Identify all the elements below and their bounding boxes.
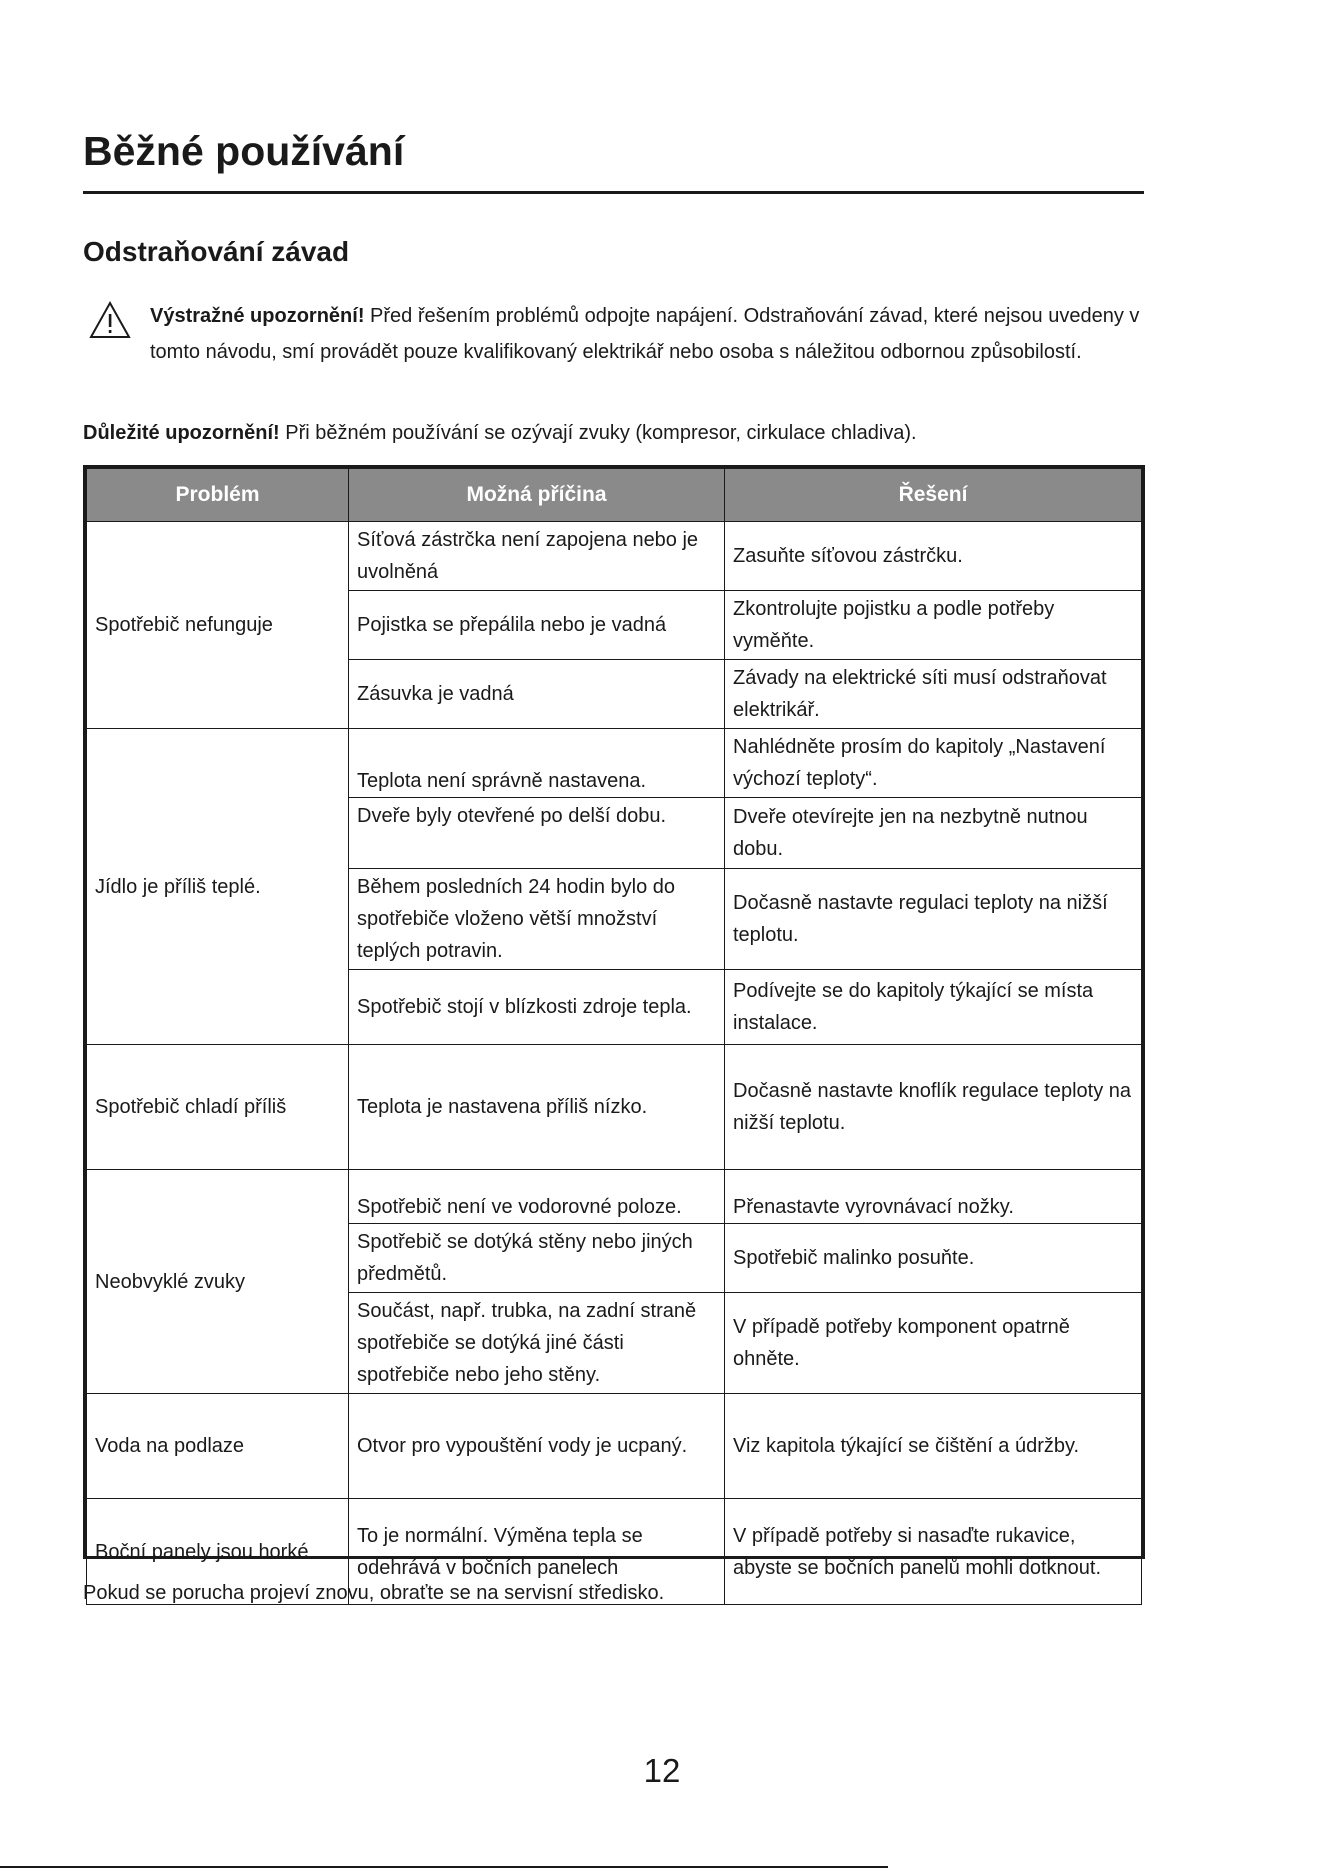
cause-cell: Součást, např. trubka, na zadní straně spotřebiče se dotýká jiné části spotřebiče nebo jeho stěny. [349,1293,725,1394]
solution-cell: Závady na elektrické síti musí odstraňovat elektrikář. [725,660,1142,729]
title-divider [83,191,1144,194]
important-text: Při běžném používání se ozývají zvuky (kompresor, cirkulace chladiva). [279,422,917,444]
solution-cell: Nahlédněte prosím do kapitoly „Nastavení výchozí teploty“. [725,729,1142,798]
cause-cell: Pojistka se přepálila nebo je vadná [349,591,725,660]
warning-text: Před řešením problémů odpojte napájení. Odstraňování závad, které nejsou uvedeny v tomto návodu, smí provádět pouze kvalifikovaný elektrikář nebo osoba s náležitou odbornou způsobilostí. [150,305,1140,363]
table-row [87,1394,1142,1499]
problem-cell: Jídlo je příliš teplé. [87,729,349,1045]
table-row [87,1170,1142,1224]
solution-cell: Spotřebič malinko posuňte. [725,1224,1142,1293]
problem-cell: Spotřebič chladí příliš [87,1045,349,1170]
cause-cell: To je normální. Výměna tepla se odehrává v bočních panelech [349,1499,725,1605]
cause-cell: Teplota je nastavena příliš nízko. [349,1045,725,1170]
page-title: Běžné používání [83,128,405,174]
table-row [87,1045,1142,1170]
warning-paragraph [150,298,1140,370]
header-problem: Problém [87,469,349,522]
solution-cell: Zasuňte síťovou zástrčku. [725,522,1142,591]
problem-cell: Boční panely jsou horké [87,1499,349,1605]
problem-cell: Neobvyklé zvuky [87,1170,349,1394]
warning-label: Výstražné upozornění! [150,305,365,327]
cause-cell: Otvor pro vypouštění vody je ucpaný. [349,1394,725,1499]
footer-note: Pokud se porucha projeví znovu, obraťte se na servisní středisko. [83,1582,665,1604]
solution-cell: Dveře otevírejte jen na nezbytně nutnou dobu. [725,798,1142,869]
cause-cell: Dveře byly otevřené po delší dobu. [349,798,725,869]
problem-cell: Voda na podlaze [87,1394,349,1499]
cause-cell: Spotřebič není ve vodorovné poloze. [349,1170,725,1224]
solution-cell: Dočasně nastavte regulaci teploty na nižší teplotu. [725,869,1142,970]
important-label: Důležité upozornění! [83,422,280,444]
header-solution: Řešení [725,469,1142,522]
solution-cell: Přenastavte vyrovnávací nožky. [725,1170,1142,1224]
solution-cell: V případě potřeby komponent opatrně ohněte. [725,1293,1142,1394]
troubleshooting-table [83,465,1145,1579]
cause-cell: Síťová zástrčka není zapojena nebo je uvolněná [349,522,725,591]
problem-cell: Spotřebič nefunguje [87,522,349,729]
solution-cell: Podívejte se do kapitoly týkající se místa instalace. [725,970,1142,1045]
cause-cell: Zásuvka je vadná [349,660,725,729]
cause-cell: Spotřebič stojí v blízkosti zdroje tepla. [349,970,725,1045]
solution-cell: V případě potřeby si nasaďte rukavice, abyste se bočních panelů mohli dotknout. [725,1499,1142,1605]
warning-triangle-icon [88,300,132,340]
table-row [87,522,1142,591]
page-number: 12 [643,1752,681,1789]
solution-cell: Zkontrolujte pojistku a podle potřeby vyměňte. [725,591,1142,660]
solution-cell: Viz kapitola týkající se čištění a údržby. [725,1394,1142,1499]
cause-cell: Spotřebič se dotýká stěny nebo jiných předmětů. [349,1224,725,1293]
solution-cell: Dočasně nastavte knoflík regulace teploty na nižší teplotu. [725,1045,1142,1170]
section-title: Odstraňování závad [83,236,350,267]
bottom-divider [0,1866,888,1868]
header-cause: Možná příčina [349,469,725,522]
table-row [87,729,1142,798]
important-note [83,418,917,448]
cause-cell: Během posledních 24 hodin bylo do spotřebiče vloženo větší množství teplých potravin. [349,869,725,970]
cause-cell: Teplota není správně nastavena. [349,729,725,798]
table-header-row [87,469,1142,522]
